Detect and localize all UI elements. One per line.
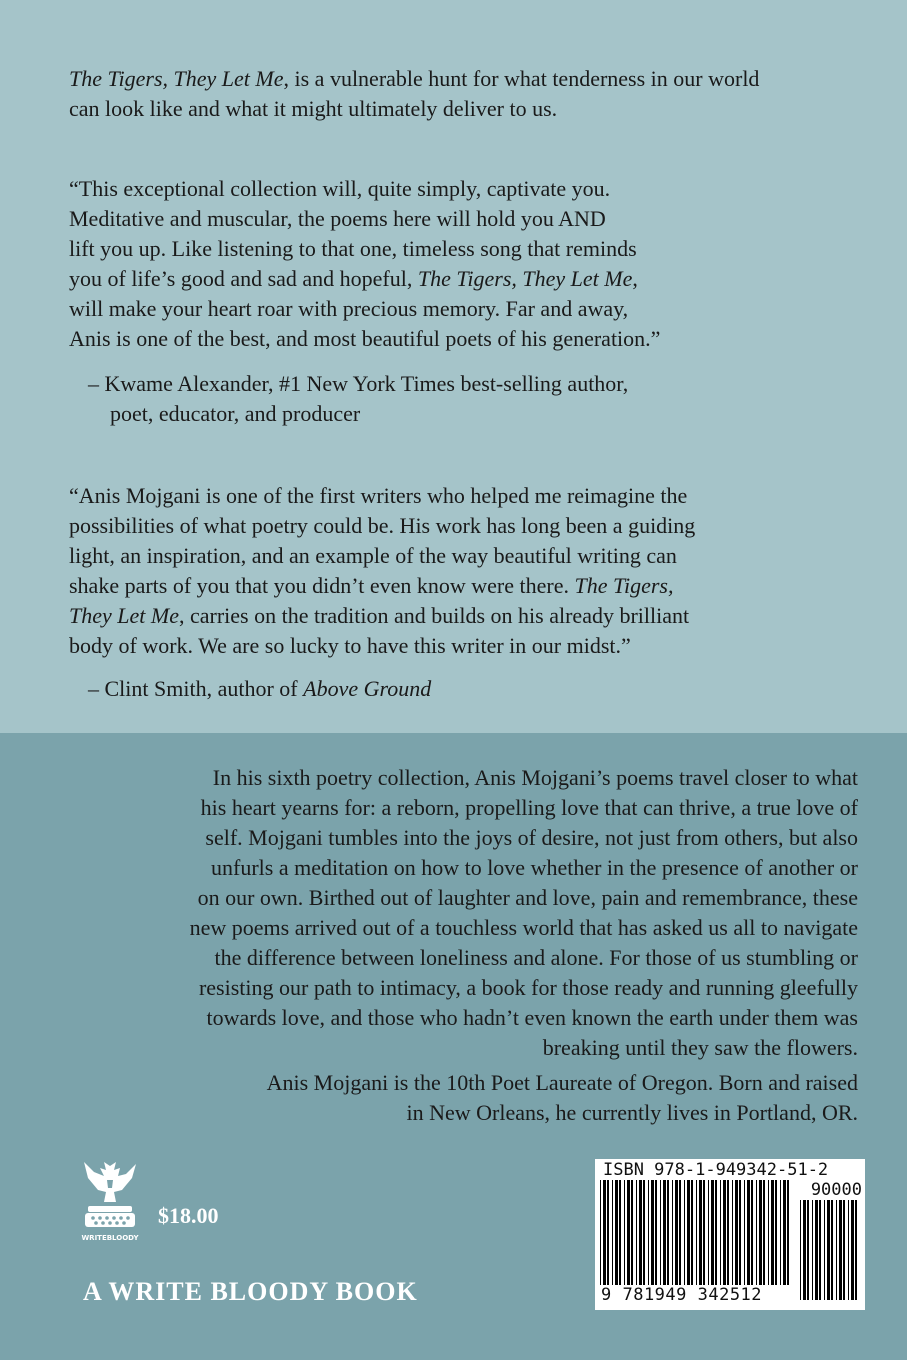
attribution2-book-title: Above Ground bbox=[303, 676, 432, 701]
barcode-bar bbox=[751, 1180, 753, 1285]
quote2-line-4 bbox=[69, 571, 879, 601]
barcode-bar bbox=[675, 1180, 678, 1285]
barcode-bar bbox=[783, 1180, 786, 1285]
barcode-bar bbox=[684, 1180, 685, 1285]
bio-line: Anis Mojgani is the 10th Poet Laureate of Oregon. Born and raised bbox=[266, 1070, 858, 1095]
barcode-bar bbox=[720, 1180, 721, 1285]
barcode-bar bbox=[612, 1180, 613, 1285]
addon-barcode-icon bbox=[800, 1200, 862, 1300]
barcode-bar bbox=[763, 1180, 765, 1285]
barcode-bar bbox=[655, 1180, 657, 1285]
book-description bbox=[140, 763, 858, 1063]
description-line: towards love, and those who hadn’t even known the earth under them was bbox=[206, 1005, 858, 1030]
barcode-bar bbox=[756, 1180, 757, 1285]
quote1-line-5: will make your heart roar with precious memory. Far and away, bbox=[69, 296, 629, 321]
attribution1-line-1: – Kwame Alexander, #1 New York Times best-selling author, bbox=[88, 371, 629, 396]
quote1-line-4-text: you of life’s good and sad and hopeful, bbox=[69, 266, 418, 291]
barcode-bar bbox=[775, 1180, 777, 1285]
barcode-bar bbox=[699, 1180, 702, 1285]
quote1-line-4 bbox=[69, 264, 869, 294]
barcode-bar bbox=[643, 1180, 645, 1285]
quote2-line-6: body of work. We are so lucky to have this writer in our midst.” bbox=[69, 633, 631, 658]
quote1-line-3: lift you up. Like listening to that one, timeless song that reminds bbox=[69, 236, 637, 261]
barcode-bar bbox=[824, 1200, 825, 1300]
barcode-bar bbox=[848, 1200, 849, 1300]
barcode-bar bbox=[615, 1180, 618, 1285]
description-line: resisting our path to intimacy, a book for those ready and running gleefully bbox=[198, 975, 858, 1000]
quote2-title-part-2: They Let Me bbox=[69, 603, 179, 628]
imprint-label: A WRITE BLOODY BOOK bbox=[83, 1277, 418, 1306]
barcode-bar bbox=[636, 1180, 637, 1285]
quote2-title-part-1: The Tigers, bbox=[574, 573, 674, 598]
barcode-bar bbox=[855, 1200, 857, 1300]
quote-kwame-alexander bbox=[69, 174, 869, 354]
blurb-title: The Tigers, They Let Me bbox=[69, 66, 284, 91]
barcode-bar bbox=[759, 1180, 762, 1285]
ean-barcode-icon bbox=[600, 1180, 790, 1285]
book-blurb bbox=[69, 64, 869, 124]
description-line: self. Mojgani tumbles into the joys of desire, not just from others, but also bbox=[205, 825, 858, 850]
attribution1-line-2: poet, educator, and producer bbox=[110, 401, 361, 426]
attribution-clint-smith bbox=[88, 674, 868, 704]
barcode-bar bbox=[843, 1200, 845, 1300]
logo-text: WRITEBLOODY bbox=[81, 1234, 139, 1242]
barcode-bar bbox=[691, 1180, 693, 1285]
quote1-line-2: Meditative and muscular, the poems here will hold you AND bbox=[69, 206, 606, 231]
barcode-bar bbox=[651, 1180, 654, 1285]
barcode-bar bbox=[831, 1200, 833, 1300]
barcode-bar bbox=[768, 1180, 769, 1285]
blurb-line-1: , is a vulnerable hunt for what tenderness in our world bbox=[283, 66, 760, 91]
barcode-bar bbox=[807, 1200, 809, 1300]
quote2-line-1: “Anis Mojgani is one of the first writers who helped me reimagine the bbox=[69, 483, 688, 508]
description-line: on our own. Birthed out of laughter and love, pain and remembrance, these bbox=[197, 885, 858, 910]
barcode-bar bbox=[708, 1180, 709, 1285]
barcode-bar bbox=[747, 1180, 750, 1285]
barcode-bar bbox=[815, 1200, 818, 1300]
barcode-bar bbox=[732, 1180, 733, 1285]
barcode-addon-number: 90000 bbox=[810, 1180, 862, 1200]
write-bloody-logo-icon bbox=[80, 1160, 140, 1245]
barcode-bar bbox=[851, 1200, 854, 1300]
quote1-line-4-end: , bbox=[632, 266, 638, 291]
barcode-bar bbox=[663, 1180, 666, 1285]
quote2-line-2: possibilities of what poetry could be. His work has long been a guiding bbox=[69, 513, 696, 538]
barcode-bar bbox=[723, 1180, 726, 1285]
barcode-bar bbox=[803, 1200, 806, 1300]
barcode-bar bbox=[819, 1200, 821, 1300]
ean-number: 9 781949 342512 bbox=[601, 1285, 763, 1305]
barcode-bar bbox=[667, 1180, 669, 1285]
quote1-title: The Tigers, They Let Me bbox=[417, 266, 633, 291]
author-bio bbox=[140, 1068, 858, 1128]
quote1-line-6: Anis is one of the best, and most beautiful poets of his generation.” bbox=[69, 326, 661, 351]
barcode-bar bbox=[727, 1180, 729, 1285]
barcode-bar bbox=[679, 1180, 681, 1285]
barcode-bar bbox=[631, 1180, 633, 1285]
barcode-bar bbox=[696, 1180, 697, 1285]
price: $18.00 bbox=[158, 1203, 219, 1228]
barcode-bar bbox=[744, 1180, 745, 1285]
barcode-bar bbox=[771, 1180, 774, 1285]
bio-line: in New Orleans, he currently lives in Portland, OR. bbox=[406, 1100, 858, 1125]
quote2-line-5 bbox=[69, 601, 879, 631]
attribution2-text: – Clint Smith, author of bbox=[88, 676, 304, 701]
barcode-bar bbox=[715, 1180, 717, 1285]
barcode-bar bbox=[627, 1180, 630, 1285]
description-line: In his sixth poetry collection, Anis Mojgani’s poems travel closer to what bbox=[212, 765, 858, 790]
description-line: new poems arrived out of a touchless world that has asked us all to navigate bbox=[189, 915, 858, 940]
barcode-bar bbox=[607, 1180, 609, 1285]
barcode-bar bbox=[735, 1180, 738, 1285]
barcode-bar bbox=[600, 1180, 601, 1285]
barcode-bar bbox=[703, 1180, 705, 1285]
barcode-bar bbox=[711, 1180, 714, 1285]
barcode-bar bbox=[780, 1180, 781, 1285]
blurb-line-2: can look like and what it might ultimately deliver to us. bbox=[69, 96, 558, 121]
barcode-bar bbox=[739, 1180, 741, 1285]
barcode-bar bbox=[687, 1180, 690, 1285]
barcode-bar bbox=[839, 1200, 842, 1300]
barcode-bar bbox=[836, 1200, 837, 1300]
quote2-line-5-text: , carries on the tradition and builds on his already brilliant bbox=[178, 603, 690, 628]
description-line: unfurls a meditation on how to love whether in the presence of another or bbox=[211, 855, 858, 880]
description-line: breaking until they saw the flowers. bbox=[542, 1035, 858, 1060]
attribution-kwame-alexander bbox=[88, 369, 868, 429]
barcode-bar bbox=[787, 1180, 789, 1285]
barcode-bar bbox=[648, 1180, 649, 1285]
description-line: his heart yearns for: a reborn, propelling love that can thrive, a true love of bbox=[200, 795, 858, 820]
isbn-text: ISBN 978-1-949342-51-2 bbox=[603, 1160, 829, 1180]
barcode-bar bbox=[672, 1180, 673, 1285]
description-line: the difference between loneliness and alone. For those of us stumbling or bbox=[214, 945, 858, 970]
quote2-line-4-text: shake parts of you that you didn’t even know were there. bbox=[69, 573, 575, 598]
barcode-bar bbox=[624, 1180, 625, 1285]
quote-clint-smith bbox=[69, 481, 879, 661]
barcode-bar bbox=[812, 1200, 813, 1300]
barcode-bar bbox=[639, 1180, 642, 1285]
barcode-bar bbox=[660, 1180, 661, 1285]
quote1-line-1: “This exceptional collection will, quite simply, captivate you. bbox=[69, 176, 611, 201]
barcode-bar bbox=[827, 1200, 830, 1300]
barcode-bar bbox=[603, 1180, 606, 1285]
quote2-line-3: light, an inspiration, and an example of the way beautiful writing can bbox=[69, 543, 677, 568]
barcode-bar bbox=[619, 1180, 621, 1285]
